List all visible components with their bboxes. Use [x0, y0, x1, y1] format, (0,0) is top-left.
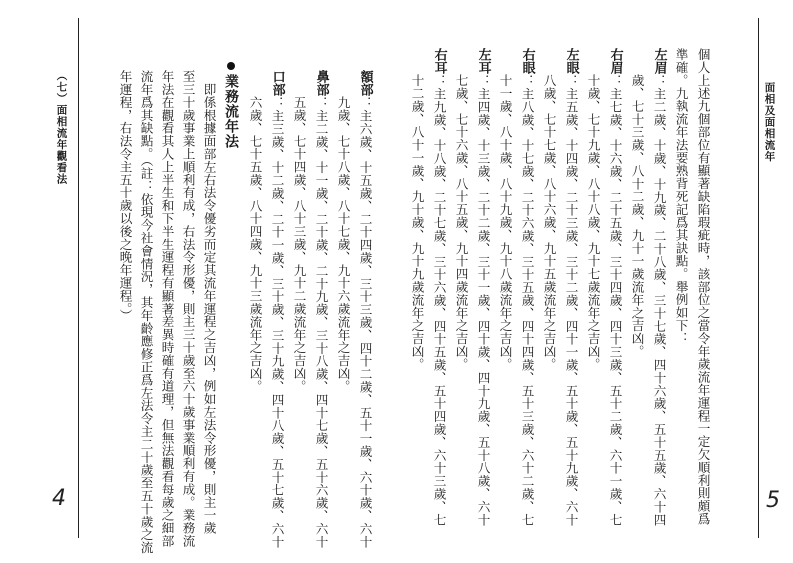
entry-label: 左眉: [651, 48, 667, 75]
section-body-line-3: 年法在觀看其人上半生和下半生運程有顯著差異時確有道理，但無法觀看每歲之細部: [159, 70, 175, 548]
bullet-icon: [227, 62, 235, 70]
entry-line: [652, 48, 666, 526]
entry-text: ：主九歲、十八歲、二十七歲、三十六歲、四十五歲、五十四歲、六十三歲、七: [431, 74, 447, 527]
entry-line-cont: 五歲、七十四歲、八十三歲、九十二歲流年之吉凶。: [291, 96, 307, 393]
entry-line: [564, 48, 578, 526]
left-page-number: 4: [52, 486, 66, 511]
entry-line: [358, 70, 372, 548]
entry-text: ：主二歲、十歲、十九歲、二十八歲、三十七歲、四十六歲、五十五歲、六十四: [651, 74, 667, 527]
intro-line-2: 準確。九執流年法要熟背死記爲其訣點。舉例如下：: [673, 48, 689, 345]
entry-line-cont: 六歲、七十五歲、八十四歲、九十三歲流年之吉凶。: [247, 96, 263, 393]
entry-line-cont: 七歲、七十六歲、八十五歲、九十四歲流年之吉凶。: [453, 74, 469, 371]
entry-text: ：主七歲、十六歲、二十五歲、三十四歲、四十三歲、五十二歲、六十一歲、七: [607, 74, 623, 527]
entry-text: ：主三歲、十二歲、二十一歲、三十歲、三十九歲、四十八歲、五十七歲、六十: [269, 96, 285, 549]
entry-text: ：主四歲、十三歲、二十二歲、三十一歲、四十歲、四十九歲、五十八歲、六十: [475, 74, 491, 527]
intro-line-1: 個人上述九個部位有顯著缺陷瑕疵時，該部位之當令年歲流年運程一定欠順利則頗爲: [695, 48, 711, 526]
entry-text: ：主二歲、十一歲、二十歲、二十九歲、三十八歲、四十七歲、五十六歲、六十: [313, 96, 329, 549]
entry-label: 口部: [269, 70, 285, 97]
entry-label: 左眼: [563, 48, 579, 75]
section-title: [224, 62, 238, 149]
entry-line: [608, 48, 622, 526]
section-body-line-2: 至三十歲事業上順利有成，右法令形優，則主三十歲至六十歲事業順利有成。業務流: [180, 70, 196, 548]
entry-line: [520, 48, 534, 526]
entry-line: [314, 70, 328, 548]
entry-text: ：主五歲、十四歲、二十三歲、三十二歲、四十一歲、五十歲、五十九歲、六十: [563, 74, 579, 527]
left-header-rule: [78, 18, 79, 538]
entry-label: 右耳: [431, 48, 447, 75]
entry-line: [476, 48, 490, 526]
entry-label: 右眉: [607, 48, 623, 75]
entry-line-cont: 十一歲、八十歲、八十九歲、九十八歲流年之吉凶。: [497, 74, 513, 371]
entry-line: [432, 48, 446, 526]
section-body-line-5: 年運程，右法令主五十歲以後之晚年運程。）: [117, 70, 133, 322]
entry-label: 鼻部: [313, 70, 329, 97]
entry-line-cont: 十二歲、八十一歲、九十歲、九十九歲流年之吉凶。: [409, 74, 425, 371]
entry-label: 左耳: [475, 48, 491, 75]
right-page-header: 面相及面相流年: [763, 82, 776, 163]
entry-label: 額部: [357, 70, 373, 97]
entry-label: 右眼: [519, 48, 535, 75]
entry-text: ：主八歲、十七歲、二十六歲、三十五歲、四十四歲、五十三歲、六十二歲、七: [519, 74, 535, 527]
right-header-rule: [758, 18, 759, 538]
entry-line-cont: 八歲、七十七歲、八十六歲、九十五歲流年之吉凶。: [541, 74, 557, 371]
entry-line-cont: 九歲、七十八歲、八十七歲、九十六歲流年之吉凶。: [335, 96, 351, 393]
right-page-number: 5: [766, 488, 780, 513]
section-body-line-1: 即係根據面部左右法令優劣而定其流年運程之吉凶，例如左法令形優，則主一歲: [201, 70, 217, 535]
entry-text: ：主六歲、十五歲、二十四歲、三十三歲、四十二歲、五十一歲、六十歲、六十: [357, 96, 373, 549]
entry-line-cont: 歲、七十三歲、八十二歲、九十一歲流年之吉凶。: [629, 74, 645, 358]
section-title-text: 業務流年法: [223, 74, 239, 149]
left-page-header: （七）面相流年觀看法: [55, 70, 68, 185]
entry-line: [270, 70, 284, 548]
entry-line-cont: 十歲、七十九歲、八十八歲、九十七歲流年之吉凶。: [585, 74, 601, 371]
section-body-line-4: 流年爲其缺點。（註：依現今社會情況，其年齡應修正爲左法令主二十歲至五十歲之流: [138, 70, 154, 554]
